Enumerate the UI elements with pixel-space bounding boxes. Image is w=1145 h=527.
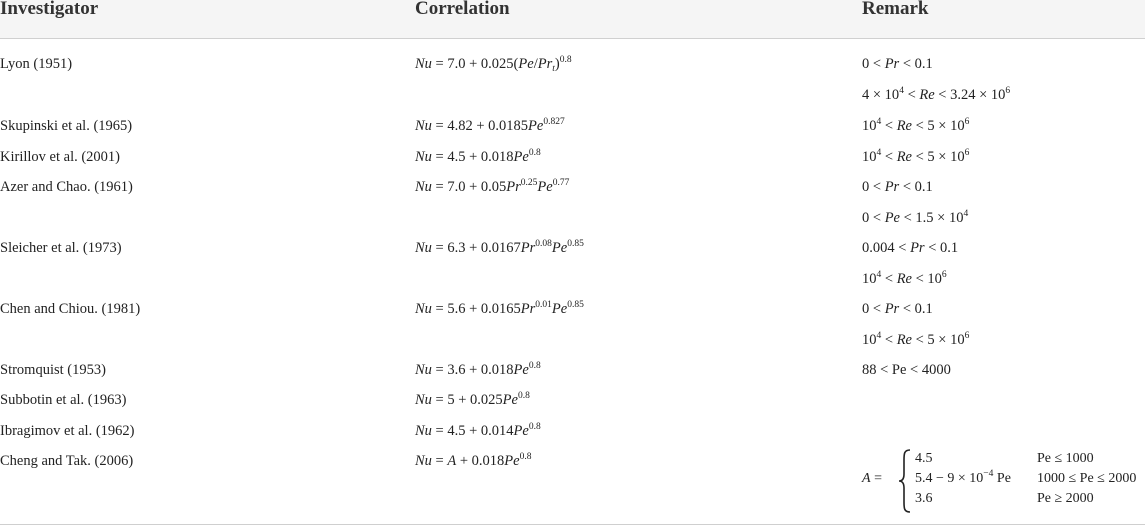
row-remark: $10^4 < Re < 5 \times 10^6$ xyxy=(862,117,970,134)
row-remark: $10^4 < Re < 5 \times 10^6$ xyxy=(862,148,970,165)
row-investigator: Chen and Chiou. (1981) xyxy=(0,301,141,317)
row-investigator: Azer and Chao. (1961) xyxy=(0,179,133,195)
row-remark: 0.004 < Pr < 0.1 xyxy=(862,240,959,256)
piecewise-condition-2: 1000 ≤ Pe ≤ 2000 xyxy=(1037,471,1137,486)
row-investigator: Sleicher et al. (1973) xyxy=(0,240,122,256)
piecewise-value-2: $5.4 - 9 \times 10^{-4}$ Pe xyxy=(915,469,1011,486)
header-correlation: Correlation xyxy=(415,0,510,19)
piecewise-value-1: 4.5 xyxy=(915,451,933,466)
row-remark: 0 < Pr < 0.1 xyxy=(862,301,933,317)
row-correlation: $Nu = 4.82 + 0.0185Pe^{0.827}$ xyxy=(415,117,565,134)
row-investigator: Kirillov et al. (2001) xyxy=(0,149,121,165)
row-correlation: $Nu = 5 + 0.025Pe^{0.8}$ xyxy=(415,391,530,408)
piecewise-definition xyxy=(862,448,1145,514)
row-correlation: $Nu = 4.5 + 0.018Pe^{0.8}$ xyxy=(415,148,541,165)
row-correlation: $Nu = 7.0 + 0.025(Pe/Pr_t)^{0.8}$ xyxy=(415,55,572,74)
row-remark-2: $0 < Pe < 1.5 \times 10^4$ xyxy=(862,209,969,226)
row-remark: 0 < Pr < 0.1 xyxy=(862,179,933,195)
row-correlation: $Nu = A + 0.018Pe^{0.8}$ xyxy=(415,452,532,469)
row-correlation: $Nu = 6.3 + 0.0167Pr^{0.08}Pe^{0.85}$ xyxy=(415,239,584,256)
row-remark: 88 < Pe < 4000 xyxy=(862,362,951,378)
row-correlation: $Nu = 4.5 + 0.014Pe^{0.8}$ xyxy=(415,422,541,439)
header-remark: Remark xyxy=(862,0,929,19)
row-correlation: $Nu = 5.6 + 0.0165Pr^{0.01}Pe^{0.85}$ xyxy=(415,300,584,317)
table-bottom-rule xyxy=(0,524,1145,525)
row-remark-2: $10^4 < Re < 10^6$ xyxy=(862,270,947,287)
row-investigator: Ibragimov et al. (1962) xyxy=(0,423,135,439)
piecewise-lhs: A = xyxy=(862,471,882,486)
header-investigator: Investigator xyxy=(0,0,99,19)
row-remark-2: $10^4 < Re < 5 \times 10^6$ xyxy=(862,331,970,348)
piecewise-condition-3: Pe ≥ 2000 xyxy=(1037,491,1094,506)
row-investigator: Stromquist (1953) xyxy=(0,362,106,378)
left-brace-icon xyxy=(897,448,913,514)
row-investigator: Skupinski et al. (1965) xyxy=(0,118,133,134)
row-remark-2: $4 \times 10^4 < Re < 3.24 \times 10^6$ xyxy=(862,86,1011,103)
row-correlation: $Nu = 7.0 + 0.05Pr^{0.25}Pe^{0.77}$ xyxy=(415,178,570,195)
piecewise-condition-1: Pe ≤ 1000 xyxy=(1037,451,1094,466)
row-correlation: $Nu = 3.6 + 0.018Pe^{0.8}$ xyxy=(415,361,541,378)
row-remark: 0 < Pr < 0.1 xyxy=(862,56,933,72)
row-investigator: Subbotin et al. (1963) xyxy=(0,392,127,408)
piecewise-value-3: 3.6 xyxy=(915,491,933,506)
table-header xyxy=(0,0,1145,39)
row-investigator: Lyon (1951) xyxy=(0,56,73,72)
row-investigator: Cheng and Tak. (2006) xyxy=(0,453,134,469)
